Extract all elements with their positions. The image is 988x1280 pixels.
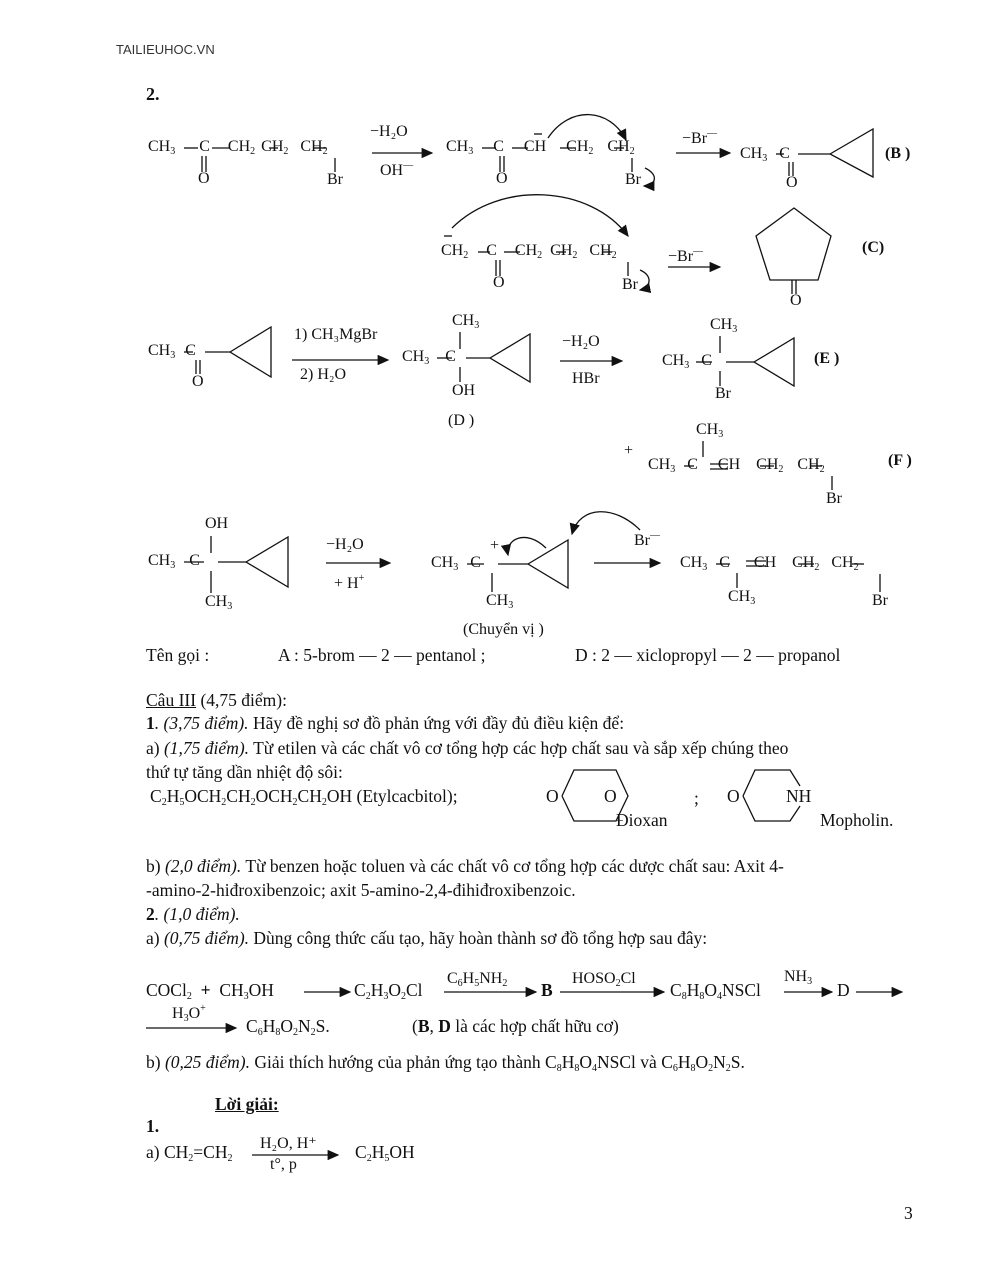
question-2a-line: a) (0,75 điểm). Dùng công thức cấu tạo, hãy hoàn thành sơ đồ tổng hợp sau đây: xyxy=(146,928,708,948)
question-1a-line2: thứ tự tăng dần nhiệt độ sôi: xyxy=(146,762,343,782)
compound-A-formula: $CH_3$ C $CH_2$ $CH_2$ $CH_2$ xyxy=(148,138,328,157)
carbocation-formula: $CH_3$ C xyxy=(431,554,481,573)
reagent-minus-h2o-2: −H₂O xyxy=(562,333,600,350)
scheme-B: B xyxy=(541,980,553,1000)
solution-a-line: a) $CH_2=CH_2$ xyxy=(146,1142,233,1164)
question-title: Câu III (4,75 điểm): xyxy=(146,690,287,710)
reagent-minus-br-2: −Br— xyxy=(668,246,704,265)
etylcacbitol-formula: $C_2H_5OCH_2CH_2OCH_2CH_2OH$ (Etylcacbitol); xyxy=(150,786,458,808)
name-A: A : 5-brom — 2 — pentanol ; xyxy=(278,645,486,665)
question-2b-line: b) (0,25 điểm). Giải thích hướng của phản ứng tạo thành $C_8H_8O_4NSCl$ và $C_6H_8O_2N_2S$. xyxy=(146,1052,745,1074)
question-1b-line: b) (2,0 điểm). Từ benzen hoặc toluen và các chất vô cơ tổng hợp các dược chất sau: Axit 4- xyxy=(146,856,784,876)
reagent-h2o: 2) H₂O xyxy=(300,366,347,383)
question-1b-line2: -amino-2-hiđroxibenzoic; axit 5-amino-2,4-đihiđroxibenzoic. xyxy=(146,880,576,900)
section-number: 2. xyxy=(146,84,160,104)
mopholin-label: Mopholin. xyxy=(820,810,894,830)
scheme-note: (B, D là các hợp chất hữu cơ) xyxy=(412,1016,619,1036)
compound-B-formula: $CH_3$ C xyxy=(740,145,790,164)
names-prefix: Tên gọi : xyxy=(146,645,210,665)
label-C: (C) xyxy=(862,239,885,256)
solution-number: 1. xyxy=(146,1116,160,1136)
question-2-line: 2. (1,0 điểm). xyxy=(146,904,240,924)
name-D: D : 2 — xiclopropyl — 2 — propanol xyxy=(575,645,841,665)
reagent-ch3mgbr: 1) CH₃MgBr xyxy=(294,326,378,343)
reagent-minus-h2o-3: −H₂O xyxy=(326,536,364,553)
scheme-start: COCl$_2$ + $CH_3OH$ xyxy=(146,980,274,1002)
compound-E-formula: $CH_3$ C xyxy=(662,352,712,371)
condition-top: H₂O, H⁺ xyxy=(260,1135,317,1152)
dioxan-label: Đioxan xyxy=(616,810,668,830)
question-1a-line: a) (1,75 điểm). Từ etilen và các chất vô cơ tổng hợp các hợp chất sau và sắp xếp chúng theo xyxy=(146,738,789,758)
plus-sign: + xyxy=(624,442,634,459)
solution-title: Lời giải: xyxy=(215,1094,279,1114)
alcohol-D-formula: $CH_3$ C xyxy=(148,552,200,571)
reagent-oh: OH— xyxy=(380,160,414,179)
reagent-minus-br: −Br— xyxy=(682,128,718,147)
condition-bottom: t°, p xyxy=(270,1156,297,1173)
label-E: (E ) xyxy=(814,350,840,367)
reagent-h-plus: + H+ xyxy=(334,573,365,592)
ketone-formula: $CH_3$ C xyxy=(148,342,196,361)
reagent-hbr: HBr xyxy=(572,370,600,387)
label-D: (D ) xyxy=(448,412,475,429)
semicolon: ; xyxy=(694,788,699,808)
page-number: 3 xyxy=(904,1203,913,1223)
enolate-formula: $CH_2$ C $CH_2$ $CH_2$ $CH_2$ xyxy=(441,242,617,261)
reagent-minus-h2o: −H₂O xyxy=(370,123,408,140)
label-F: (F ) xyxy=(888,452,912,469)
compound-F-formula: $CH_3$ C CH $CH_2$ $CH_2$ xyxy=(648,456,825,475)
rearrangement-label: (Chuyển vị ) xyxy=(463,621,544,638)
product-F-formula: $CH_3$ C CH $CH_2$ $CH_2$ xyxy=(680,554,859,573)
scheme-D: D xyxy=(837,980,850,1000)
carbanion-formula: $CH_3$ C CH $CH_2$ $CH_2$ xyxy=(446,138,635,157)
label-B: (B ) xyxy=(885,145,911,162)
site-header: TAILIEUHOC.VN xyxy=(116,42,215,57)
question-1-line: 1. (3,75 điểm). Hãy đề nghị sơ đồ phản ứng với đầy đủ điều kiện để: xyxy=(146,713,625,733)
compound-D-formula: $CH_3$ C xyxy=(402,348,456,367)
